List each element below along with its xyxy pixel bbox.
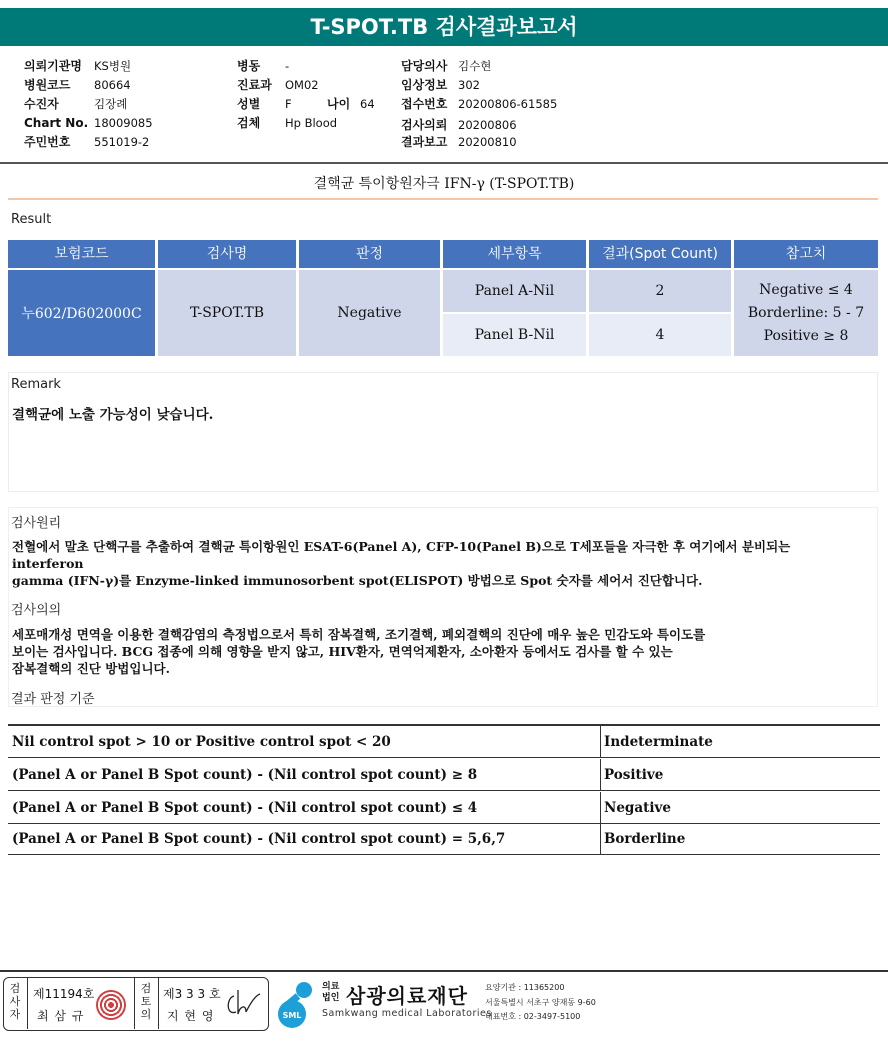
org-corp-label: 의료 법인	[322, 982, 340, 1003]
info-row	[237, 57, 289, 74]
reviewer-number: 제3 3 3 호	[163, 987, 221, 1001]
info-label: Chart No.	[24, 116, 89, 130]
info-value: 18009085	[94, 116, 153, 130]
info-value: F	[285, 97, 292, 111]
reference-line: Negative ≤ 4	[759, 281, 853, 298]
info-value: 64	[360, 97, 375, 111]
info-value: 80664	[94, 78, 131, 92]
criteria-table	[8, 724, 880, 847]
table-row	[8, 759, 880, 791]
footer-divider	[0, 970, 888, 972]
divider	[134, 978, 135, 1029]
panel-item: Panel A-Nil	[443, 270, 586, 312]
text-line: 보이는 검사입니다. BCG 접종에 의해 영향을 받지 않고, HIV환자, 면역억제환자, 소아환자 등에서도 검사를 할 수 있는	[12, 644, 673, 659]
table-header: 판정	[299, 240, 440, 268]
info-row	[24, 57, 131, 74]
info-row	[401, 57, 491, 74]
info-value: 김장례	[94, 97, 128, 111]
info-value: 20200806-61585	[458, 97, 558, 111]
org-name: 삼광의료재단	[346, 984, 468, 1008]
info-value: 20200810	[458, 135, 517, 149]
table-row	[8, 823, 880, 855]
info-value: -	[285, 59, 290, 73]
insurance-code: 누602/D602000C	[8, 270, 155, 356]
column-divider	[600, 759, 601, 791]
text-line: 전혈에서 말초 단핵구를 추출하여 결핵균 특이항원인 ESAT-6(Panel A), CFP-10(Panel B)으로 T세포들을 자극한 후 여기에서 분비되는	[12, 539, 791, 554]
info-value: Hp Blood	[285, 116, 338, 130]
report-title: T-SPOT.TB 검사결과보고서	[0, 8, 888, 46]
criteria-condition: Nil control spot > 10 or Positive control spot < 20	[12, 734, 391, 750]
table-header: 결과(Spot Count)	[589, 240, 731, 268]
criteria-condition: (Panel A or Panel B Spot count) - (Nil control spot count) ≥ 8	[12, 767, 478, 783]
info-label: 나이	[327, 97, 351, 111]
criteria-condition: (Panel A or Panel B Spot count) - (Nil control spot count) = 5,6,7	[12, 831, 506, 847]
criteria-result: Negative	[604, 800, 671, 816]
info-row	[24, 95, 127, 112]
table-row	[8, 726, 880, 758]
info-label: 검사의뢰	[401, 118, 448, 132]
result-label: Result	[11, 212, 52, 227]
column-divider	[600, 726, 601, 758]
table-header: 참고치	[734, 240, 878, 268]
org-english-name: Samkwang medical Laboratories	[322, 1008, 492, 1019]
reference-line: Borderline: 5 - 7	[747, 304, 865, 321]
text-line: gamma (IFN-γ)를 Enzyme-linked immunosorbent spot(ELISPOT) 방법으로 Spot 숫자를 세어서 진단합니다.	[12, 573, 703, 588]
examiner-name: 최 삼 규	[37, 1009, 85, 1023]
info-value: OM02	[285, 78, 319, 92]
test-name: T-SPOT.TB	[158, 270, 296, 356]
divider	[158, 978, 159, 1029]
sml-logo-icon	[274, 978, 318, 1028]
divider	[8, 198, 878, 200]
examiner-number: 제11194호	[33, 987, 95, 1001]
reference-line: Positive ≥ 8	[763, 327, 849, 344]
info-label: 수진자	[24, 97, 59, 111]
info-value: 20200806	[458, 118, 517, 132]
info-label: 진료과	[237, 78, 272, 92]
info-row	[401, 133, 517, 150]
criteria-result: Borderline	[604, 831, 686, 847]
info-label: 의뢰기관명	[24, 59, 82, 73]
info-value: KS병원	[94, 59, 132, 73]
divider	[27, 978, 28, 1029]
meaning-text	[12, 626, 880, 677]
info-label: 검체	[237, 116, 261, 130]
patient-info	[0, 52, 888, 164]
info-value: 302	[458, 78, 480, 92]
info-row	[237, 114, 337, 131]
info-label: 접수번호	[401, 97, 448, 111]
info-label: 담당의사	[401, 59, 448, 73]
info-value: 551019-2	[94, 135, 150, 149]
column-divider	[600, 823, 601, 855]
info-row	[401, 76, 480, 93]
table-row	[8, 792, 880, 824]
info-row	[24, 133, 149, 150]
info-label: 임상정보	[401, 78, 448, 92]
criteria-result: Positive	[604, 767, 664, 783]
info-row	[401, 116, 517, 133]
criteria-label: 결과 판정 기준	[11, 692, 95, 707]
text-line: 잠복결핵의 진단 방법입니다.	[12, 661, 170, 676]
examiner-label: 검사자	[9, 982, 21, 1021]
reviewer-label: 검토의	[140, 982, 152, 1021]
info-row	[327, 95, 375, 112]
info-label: 성별	[237, 97, 261, 111]
remark-label: Remark	[11, 377, 61, 392]
criteria-result: Indeterminate	[604, 734, 713, 750]
principle-label: 검사원리	[11, 516, 62, 531]
info-label: 결과보고	[401, 135, 448, 149]
judgement: Negative	[299, 270, 440, 356]
remark-text: 결핵균에 노출 가능성이 낮습니다.	[12, 407, 214, 423]
text-line: interferon	[12, 556, 84, 571]
info-row	[237, 76, 319, 93]
reviewer-name: 지 현 영	[167, 1009, 215, 1023]
test-subtitle: 결핵균 특이항원자극 IFN-γ (T-SPOT.TB)	[313, 176, 575, 192]
org-phone: 대표번호 : 02-3497-5100	[485, 1012, 581, 1021]
info-value: 김수현	[458, 59, 492, 73]
table-header: 보험코드	[8, 240, 155, 268]
org-address: 서울특별시 서초구 양재동 9-60	[485, 998, 596, 1007]
panel-item: Panel B-Nil	[443, 314, 586, 356]
table-header: 검사명	[158, 240, 296, 268]
info-row	[24, 76, 131, 93]
seal-stamp-icon	[96, 990, 126, 1020]
spot-count: 4	[589, 314, 731, 356]
info-row	[401, 95, 557, 112]
sml-logo-text: SML	[282, 1011, 302, 1020]
info-label: 주민번호	[24, 135, 71, 149]
info-label: 병원코드	[24, 78, 71, 92]
principle-text	[12, 538, 880, 589]
criteria-condition: (Panel A or Panel B Spot count) - (Nil control spot count) ≤ 4	[12, 800, 478, 816]
column-divider	[600, 792, 601, 824]
info-row	[24, 116, 153, 130]
signature-box	[3, 977, 269, 1031]
table-header: 세부항목	[443, 240, 586, 268]
text-line: 세포매개성 면역을 이용한 결핵감염의 측정법으로서 특히 잠복결핵, 조기결핵, 폐외결핵의 진단에 매우 높은 민감도와 특이도를	[12, 627, 706, 642]
spot-count: 2	[589, 270, 731, 312]
principle-box	[8, 507, 878, 707]
reference-range	[734, 270, 878, 356]
meaning-label: 검사의의	[11, 603, 62, 618]
remark-box	[8, 372, 878, 492]
org-code: 요양기관 : 11365200	[485, 983, 565, 992]
info-label: 병동	[237, 59, 261, 73]
handwritten-signature	[224, 988, 266, 1022]
info-row	[237, 95, 292, 112]
